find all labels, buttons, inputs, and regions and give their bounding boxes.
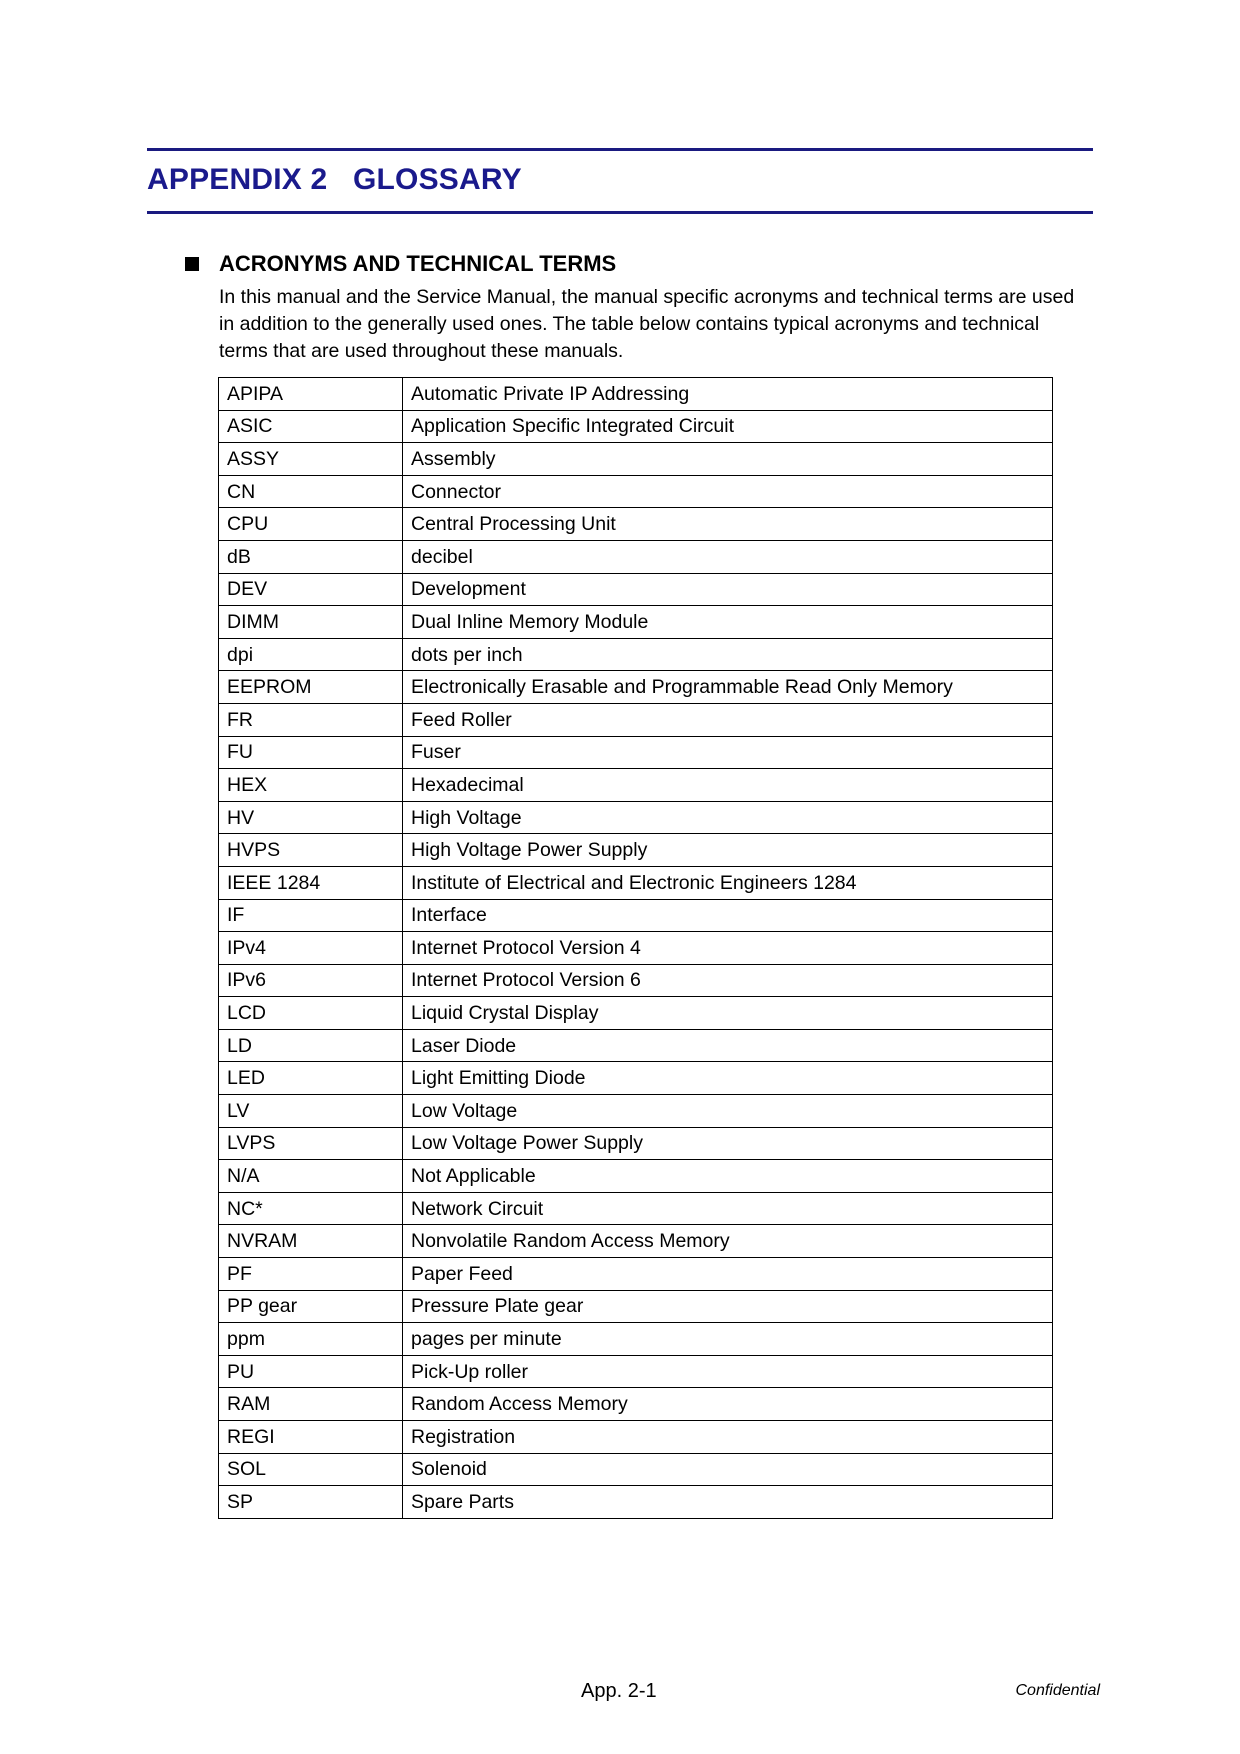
glossary-term: FR <box>219 703 403 736</box>
glossary-definition: pages per minute <box>403 1323 1053 1356</box>
glossary-term: REGI <box>219 1421 403 1454</box>
glossary-definition: Random Access Memory <box>403 1388 1053 1421</box>
table-row <box>219 1421 1053 1454</box>
glossary-term: RAM <box>219 1388 403 1421</box>
glossary-definition: High Voltage <box>403 801 1053 834</box>
glossary-definition: Paper Feed <box>403 1258 1053 1291</box>
table-row <box>219 1127 1053 1160</box>
table-row <box>219 899 1053 932</box>
intro-paragraph: In this manual and the Service Manual, the manual specific acronyms and technical terms are used in addition to the generally used ones. The table below contains typical acronyms and technical terms that are used throughout these manuals. <box>219 286 1075 362</box>
glossary-definition: Application Specific Integrated Circuit <box>403 410 1053 443</box>
table-row <box>219 1323 1053 1356</box>
glossary-term: ASSY <box>219 443 403 476</box>
glossary-term: LVPS <box>219 1127 403 1160</box>
glossary-definition: Hexadecimal <box>403 769 1053 802</box>
square-bullet-icon <box>185 257 199 271</box>
glossary-term: ASIC <box>219 410 403 443</box>
glossary-table <box>218 377 1053 1519</box>
glossary-definition: Pressure Plate gear <box>403 1290 1053 1323</box>
glossary-term: HEX <box>219 769 403 802</box>
table-row <box>219 1062 1053 1095</box>
section-heading <box>185 251 616 277</box>
table-row <box>219 1453 1053 1486</box>
glossary-definition: Spare Parts <box>403 1486 1053 1519</box>
confidential-label: Confidential <box>1015 1682 1100 1699</box>
table-row <box>219 1258 1053 1291</box>
glossary-term: PP gear <box>219 1290 403 1323</box>
table-row <box>219 1388 1053 1421</box>
glossary-term: NC* <box>219 1192 403 1225</box>
table-row <box>219 606 1053 639</box>
glossary-definition: Development <box>403 573 1053 606</box>
glossary-definition: Not Applicable <box>403 1160 1053 1193</box>
glossary-term: LCD <box>219 997 403 1030</box>
glossary-term: CPU <box>219 508 403 541</box>
table-row <box>219 573 1053 606</box>
title-top-rule <box>147 148 1093 151</box>
table-row <box>219 475 1053 508</box>
glossary-term: HVPS <box>219 834 403 867</box>
glossary-definition: Assembly <box>403 443 1053 476</box>
table-row <box>219 1486 1053 1519</box>
glossary-definition: Connector <box>403 475 1053 508</box>
glossary-definition: Low Voltage Power Supply <box>403 1127 1053 1160</box>
table-row <box>219 801 1053 834</box>
table-row <box>219 769 1053 802</box>
glossary-term: SOL <box>219 1453 403 1486</box>
glossary-definition: Fuser <box>403 736 1053 769</box>
glossary-definition: Central Processing Unit <box>403 508 1053 541</box>
glossary-definition: Network Circuit <box>403 1192 1053 1225</box>
glossary-term: LD <box>219 1029 403 1062</box>
glossary-term: PF <box>219 1258 403 1291</box>
glossary-term: DEV <box>219 573 403 606</box>
glossary-definition: Feed Roller <box>403 703 1053 736</box>
glossary-definition: Dual Inline Memory Module <box>403 606 1053 639</box>
glossary-term: IPv4 <box>219 932 403 965</box>
glossary-term: LV <box>219 1095 403 1128</box>
glossary-term: FU <box>219 736 403 769</box>
glossary-definition: High Voltage Power Supply <box>403 834 1053 867</box>
table-row <box>219 638 1053 671</box>
glossary-term: HV <box>219 801 403 834</box>
glossary-definition: Automatic Private IP Addressing <box>403 378 1053 411</box>
glossary-definition: Light Emitting Diode <box>403 1062 1053 1095</box>
table-row <box>219 1095 1053 1128</box>
title-bottom-rule <box>147 211 1093 214</box>
glossary-term: CN <box>219 475 403 508</box>
table-row <box>219 671 1053 704</box>
glossary-term: PU <box>219 1355 403 1388</box>
glossary-table-body <box>219 378 1053 1519</box>
table-row <box>219 1029 1053 1062</box>
table-row <box>219 410 1053 443</box>
glossary-definition: Liquid Crystal Display <box>403 997 1053 1030</box>
glossary-definition: dots per inch <box>403 638 1053 671</box>
glossary-term: dpi <box>219 638 403 671</box>
glossary-term: IEEE 1284 <box>219 866 403 899</box>
glossary-term: ppm <box>219 1323 403 1356</box>
glossary-definition: Solenoid <box>403 1453 1053 1486</box>
table-row <box>219 736 1053 769</box>
table-row <box>219 703 1053 736</box>
glossary-term: EEPROM <box>219 671 403 704</box>
table-row <box>219 1290 1053 1323</box>
page-title: APPENDIX 2 GLOSSARY <box>147 163 522 196</box>
glossary-definition: decibel <box>403 540 1053 573</box>
glossary-term: APIPA <box>219 378 403 411</box>
page-number: App. 2-1 <box>581 1680 657 1702</box>
glossary-term: IF <box>219 899 403 932</box>
glossary-definition: Internet Protocol Version 6 <box>403 964 1053 997</box>
table-row <box>219 964 1053 997</box>
table-row <box>219 1192 1053 1225</box>
glossary-definition: Low Voltage <box>403 1095 1053 1128</box>
section-heading-text: ACRONYMS AND TECHNICAL TERMS <box>219 251 617 276</box>
table-row <box>219 508 1053 541</box>
glossary-definition: Interface <box>403 899 1053 932</box>
glossary-term: IPv6 <box>219 964 403 997</box>
glossary-definition: Internet Protocol Version 4 <box>403 932 1053 965</box>
table-row <box>219 1225 1053 1258</box>
table-row <box>219 443 1053 476</box>
table-row <box>219 1160 1053 1193</box>
glossary-definition: Registration <box>403 1421 1053 1454</box>
glossary-term: dB <box>219 540 403 573</box>
table-row <box>219 932 1053 965</box>
table-row <box>219 997 1053 1030</box>
glossary-definition: Nonvolatile Random Access Memory <box>403 1225 1053 1258</box>
glossary-term: LED <box>219 1062 403 1095</box>
table-row <box>219 1355 1053 1388</box>
glossary-term: DIMM <box>219 606 403 639</box>
glossary-definition: Electronically Erasable and Programmable Read Only Memory <box>403 671 1053 704</box>
glossary-definition: Institute of Electrical and Electronic Engineers 1284 <box>403 866 1053 899</box>
table-row <box>219 834 1053 867</box>
table-row <box>219 540 1053 573</box>
glossary-term: N/A <box>219 1160 403 1193</box>
glossary-term: SP <box>219 1486 403 1519</box>
table-row <box>219 378 1053 411</box>
glossary-definition: Pick-Up roller <box>403 1355 1053 1388</box>
table-row <box>219 866 1053 899</box>
glossary-term: NVRAM <box>219 1225 403 1258</box>
glossary-definition: Laser Diode <box>403 1029 1053 1062</box>
